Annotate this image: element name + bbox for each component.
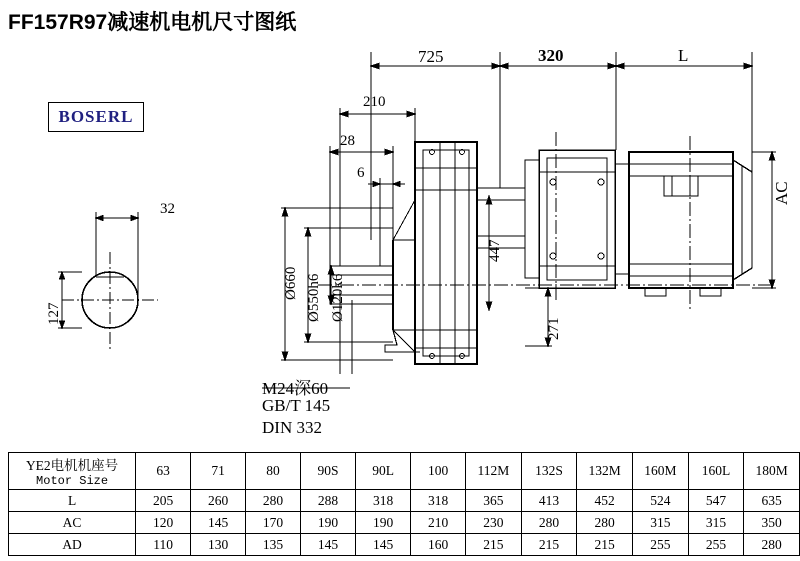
table-row xyxy=(9,534,800,556)
dim-AC: AC xyxy=(772,181,791,205)
table-header-cell: 132M xyxy=(577,453,633,490)
table-cell: 635 xyxy=(744,490,800,512)
note-line-1: M24深60 xyxy=(262,379,329,398)
dim-550: Ø550h6 xyxy=(306,273,322,322)
table-cell: 255 xyxy=(688,534,744,556)
table-cell: 145 xyxy=(356,534,411,556)
table-cell: 280 xyxy=(577,512,633,534)
table-header-cell: 90S xyxy=(301,453,356,490)
table-header-cell: 80 xyxy=(246,453,301,490)
table-header-cell: 132S xyxy=(521,453,576,490)
table-header-cell: 112M xyxy=(466,453,522,490)
table-header-cell: 71 xyxy=(191,453,246,490)
table-cell: 260 xyxy=(191,490,246,512)
table-cell: 280 xyxy=(521,512,576,534)
table-cell: 190 xyxy=(301,512,356,534)
note-line-3: DIN 332 xyxy=(262,418,322,437)
table-cell: 230 xyxy=(466,512,522,534)
table-header-cell: 160M xyxy=(632,453,688,490)
table-cell: 215 xyxy=(577,534,633,556)
table-row xyxy=(9,490,800,512)
table-row-label: AD xyxy=(9,534,136,556)
note-line-2: GB/T 145 xyxy=(262,396,331,415)
dim-320: 320 xyxy=(538,46,564,65)
table-cell: 215 xyxy=(521,534,576,556)
table-cell: 280 xyxy=(744,534,800,556)
table-cell: 315 xyxy=(688,512,744,534)
motor-size-table xyxy=(8,452,800,556)
table-cell: 255 xyxy=(632,534,688,556)
table-cell: 145 xyxy=(191,512,246,534)
table-cell: 215 xyxy=(466,534,522,556)
table-cell: 120 xyxy=(136,512,191,534)
page-title: FF157R97减速机电机尺寸图纸 xyxy=(8,11,297,34)
dim-725: 725 xyxy=(418,47,444,66)
dim-127: 127 xyxy=(46,302,62,325)
table-cell: 190 xyxy=(356,512,411,534)
dim-120: Ø120k6 xyxy=(330,273,346,322)
table-cell: 110 xyxy=(136,534,191,556)
table-cell: 205 xyxy=(136,490,191,512)
table-cell: 315 xyxy=(632,512,688,534)
table-cell: 547 xyxy=(688,490,744,512)
dim-32: 32 xyxy=(160,201,175,217)
left-end-view xyxy=(58,212,158,352)
table-cell: 413 xyxy=(521,490,576,512)
table-cell: 350 xyxy=(744,512,800,534)
table-header-cell: 100 xyxy=(411,453,466,490)
table-cell: 524 xyxy=(632,490,688,512)
dim-660: Ø660 xyxy=(283,266,299,300)
table-header-row xyxy=(9,453,800,490)
table-header-cell: 63 xyxy=(136,453,191,490)
table-row xyxy=(9,512,800,534)
dim-210: 210 xyxy=(363,94,386,110)
table-body xyxy=(9,453,800,556)
table-cell: 318 xyxy=(411,490,466,512)
table-cell: 365 xyxy=(466,490,522,512)
dim-447: 447 xyxy=(487,239,503,262)
table-cell: 452 xyxy=(577,490,633,512)
table-cell: 280 xyxy=(246,490,301,512)
table-header-cell: 90L xyxy=(356,453,411,490)
table-cell: 130 xyxy=(191,534,246,556)
table-cell: 160 xyxy=(411,534,466,556)
table-cell: 135 xyxy=(246,534,301,556)
table-cell: 145 xyxy=(301,534,356,556)
table-cell: 170 xyxy=(246,512,301,534)
table-header-cell: 160L xyxy=(688,453,744,490)
table-header-cell: 180M xyxy=(744,453,800,490)
table-row-label: L xyxy=(9,490,136,512)
table-cell: 318 xyxy=(356,490,411,512)
dim-271: 271 xyxy=(546,317,562,340)
table-cell: 210 xyxy=(411,512,466,534)
dim-28: 28 xyxy=(340,133,355,149)
dim-L: L xyxy=(678,46,689,65)
table-row-label: AC xyxy=(9,512,136,534)
logo-text: BOSERL xyxy=(58,107,134,126)
table-cell: 288 xyxy=(301,490,356,512)
dim-6: 6 xyxy=(357,165,365,181)
table-header-motor-size: YE2电机机座号 Motor Size xyxy=(9,453,136,490)
